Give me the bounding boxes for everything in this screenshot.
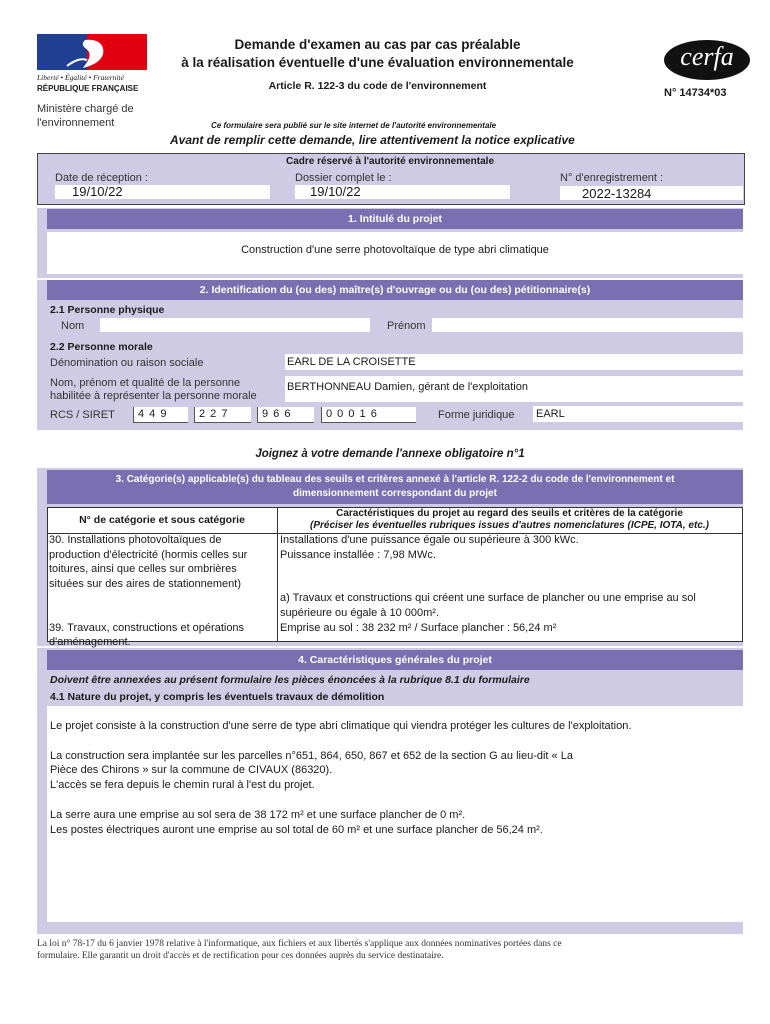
characteristics-line: supérieure ou égale à 10 000m². — [280, 606, 439, 619]
category-line: 30. Installations photovoltaïques de — [49, 534, 222, 546]
nature-line — [50, 734, 740, 749]
registration-value: 2022-13284 — [582, 186, 652, 201]
marianne-logo — [37, 34, 147, 70]
physical-person-title: 2.1 Personne physique — [50, 304, 165, 316]
characteristics-line — [280, 562, 740, 577]
page-title-line-1: Demande d'examen au cas par cas préalable — [234, 37, 521, 52]
siret-group-4-value: 0 0 0 1 6 — [326, 408, 378, 420]
representant-value: BERTHONNEAU Damien, gérant de l'exploitation — [287, 381, 528, 393]
moral-person-title: 2.2 Personne morale — [50, 341, 153, 353]
nature-line: Les postes électriques auront une emprise au sol total de 60 m² et une surface plancher de 56,24 m². — [50, 823, 543, 836]
ministry-line-1: Ministère chargé de — [37, 103, 134, 115]
siret-group-1-value: 4 4 9 — [138, 408, 168, 420]
col2-header-line-1: Caractéristiques du projet au regard des seuils et critères de la catégorie — [336, 508, 683, 519]
cerfa-number: N° 14734*03 — [664, 87, 727, 99]
rcs-label: RCS / SIRET — [50, 409, 115, 421]
section-2-title: 2. Identification du (ou des) maître(s) d'ouvrage ou du (ou des) pétitionnaire(s) — [47, 280, 743, 300]
nature-line: L'accès se fera depuis le chemin rural à l'est du projet. — [50, 779, 315, 792]
characteristics-line: a) Travaux et constructions qui créent une surface de plancher ou une emprise au sol — [280, 592, 696, 605]
characteristics-column — [280, 533, 740, 635]
project-nature-text — [50, 719, 740, 837]
nom-field[interactable] — [100, 318, 370, 332]
nature-line: Le projet consiste à la construction d'une serre de type abri climatique qui viendra protéger les cultures de l'exploitation. — [50, 720, 632, 732]
ministry-line-2: l'environnement — [37, 117, 115, 129]
prenom-field[interactable] — [432, 318, 743, 332]
section-1-title: 1. Intitulé du projet — [47, 209, 743, 229]
article-reference: Article R. 122-3 du code de l'environnement — [268, 80, 487, 92]
denomination-value: EARL DE LA CROISETTE — [287, 356, 416, 368]
representant-label-1: Nom, prénom et qualité de la personne — [50, 377, 241, 389]
representant-label-2: habilitée à représenter la personne morale — [50, 390, 257, 402]
nature-line: Pièce des Chirons » sur la commune de CIVAUX (86320). — [50, 764, 333, 777]
siret-group-2-value: 2 2 7 — [199, 408, 229, 420]
nature-line: La construction sera implantée sur les parcelles n°651, 864, 650, 867 et 652 de la section G au lieu-dit « La — [50, 749, 573, 762]
category-line: production d'électricité (hormis celles sur — [49, 548, 248, 561]
col2-header-line-2: (Préciser les éventuelles rubriques issues d'autres nomenclatures (ICPE, IOTA, etc.) — [309, 520, 709, 531]
section-4-title: 4. Caractéristiques générales du projet — [47, 650, 743, 670]
section-3-title-line-1: 3. Catégorie(s) applicable(s) du tableau des seuils et critères annexé à l'article R. 122-2 du code de l'environnement et — [115, 474, 675, 485]
prenom-label: Prénom — [387, 320, 426, 332]
forme-juridique-label: Forme juridique — [438, 409, 515, 421]
category-line: situées sur des aires de stationnement) — [49, 577, 241, 590]
notice-warning: Avant de remplir cette demande, lire attentivement la notice explicative — [170, 133, 575, 147]
category-column — [49, 533, 277, 650]
project-title-value: Construction d'une serre photovoltaïque de type abri climatique — [241, 244, 549, 256]
category-line — [49, 606, 277, 621]
characteristics-line: Emprise au sol : 38 232 m² / Surface plancher : 56,24 m² — [280, 621, 557, 634]
footer-legal-line-1: La loi n° 78-17 du 6 janvier 1978 relative à l'informatique, aux fichiers et aux libertés s'applique aux données nominatives portées dans ce — [37, 939, 562, 949]
denomination-label: Dénomination ou raison sociale — [50, 357, 204, 369]
cerfa-logo-text: cerfa — [680, 42, 734, 71]
annex-required-note: Joignez à votre demande l'annexe obligatoire n°1 — [255, 448, 525, 460]
characteristics-line: Puissance installée : 7,98 MWc. — [280, 548, 436, 561]
section-4-subtitle: 4.1 Nature du projet, y compris les éventuels travaux de démolition — [50, 691, 385, 703]
characteristics-line — [280, 577, 740, 592]
characteristics-line: Installations d'une puissance égale ou supérieure à 300 kWc. — [280, 534, 579, 546]
publication-note: Ce formulaire sera publié sur le site internet de l'autorité environnementale — [211, 121, 497, 130]
forme-juridique-value: EARL — [536, 408, 565, 420]
category-line — [49, 591, 277, 606]
category-line: toitures, ainsi que celles sur ombrières — [49, 563, 237, 576]
nom-label: Nom — [61, 320, 85, 332]
marianne-motto: Liberté • Égalité • Fraternité — [37, 73, 124, 82]
complete-date-value: 19/10/22 — [310, 184, 361, 199]
section-4-annex-note: Doivent être annexées au présent formulaire les pièces énoncées à la rubrique 8.1 du formulaire — [50, 674, 530, 686]
section-3-title-line-2: dimensionnement correspondant du projet — [293, 488, 497, 499]
complete-label: Dossier complet le : — [295, 172, 392, 184]
siret-group-3-value: 9 6 6 — [262, 408, 292, 420]
col1-header: N° de catégorie et sous catégorie — [79, 514, 245, 526]
nature-line — [50, 793, 740, 808]
reception-date-value: 19/10/22 — [72, 184, 123, 199]
page-title-line-2: à la réalisation éventuelle d'une évaluation environnementale — [181, 55, 574, 70]
footer-legal-line-2: formulaire. Elle garantit un droit d'accès et de rectification pour ces données auprès du service destinataire. — [37, 951, 444, 961]
reserved-title: Cadre réservé à l'autorité environnementale — [285, 156, 495, 167]
category-line: 39. Travaux, constructions et opérations — [49, 621, 245, 634]
republic-label: RÉPUBLIQUE FRANÇAISE — [37, 84, 139, 93]
reception-label: Date de réception : — [55, 172, 148, 184]
category-line: d'aménagement. — [49, 636, 131, 649]
nature-line: La serre aura une emprise au sol sera de 38 172 m² et une surface plancher de 0 m². — [50, 808, 466, 821]
registration-label: N° d'enregistrement : — [560, 172, 664, 184]
